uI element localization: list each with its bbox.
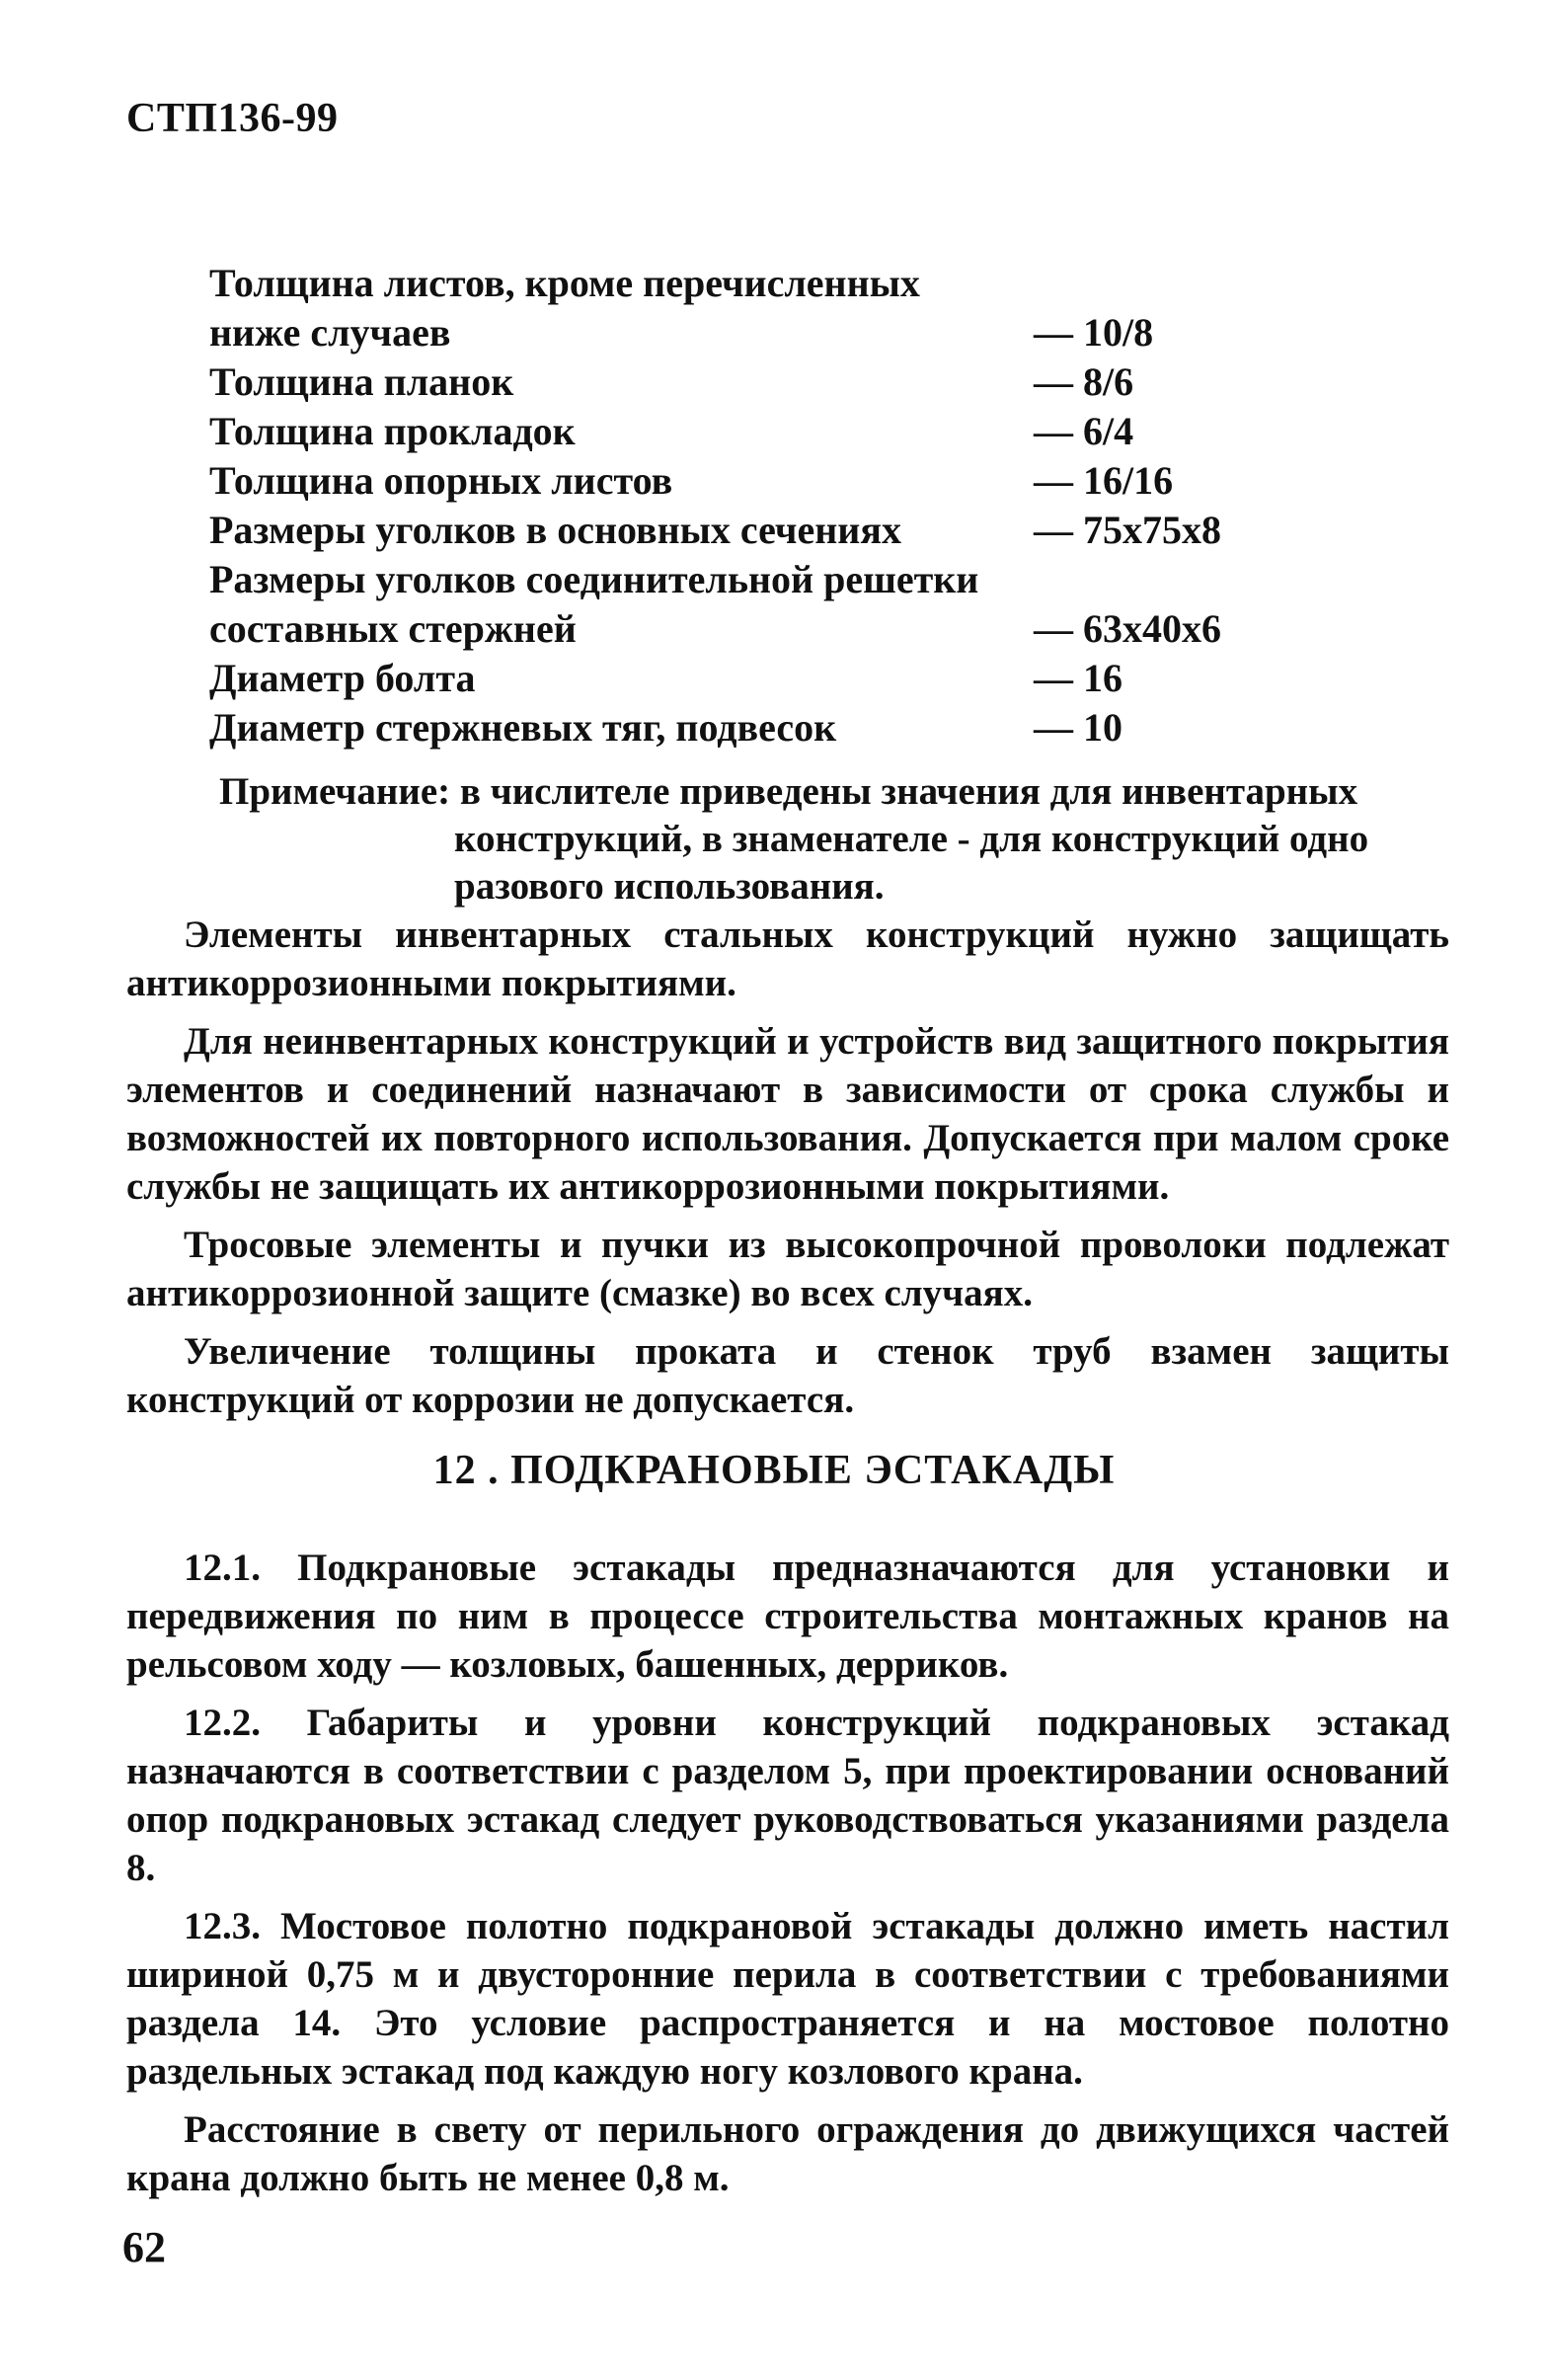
paragraph: Расстояние в свету от перильного ограждения до движущихся частей крана должно быть не менее 0,8 м. [126, 2108, 1449, 2199]
spec-row [209, 308, 1256, 357]
paragraph: 12.1. Подкрановые эстакады предназначаются для установки и передвижения по ним в процессе строительства монтажных кранов на рельсовом ходу — козловых, башенных, дерриков. [126, 1547, 1449, 1686]
spec-label: Размеры уголков в основных сечениях [209, 508, 901, 552]
doc-code-header: СТП136-99 [126, 96, 339, 141]
paragraph: 12.3. Мостовое полотно подкрановой эстакады должно иметь настил шириной 0,75 м и двусторонние перила в соответствии с требованиями раздела 14. Это условие распространяется и на мостовое полотно раздельных эстакад под каждую ногу козлового крана. [126, 1905, 1449, 2093]
body-text-bottom [126, 1544, 1449, 2212]
spec-label: Толщина листов, кроме перечисленных [209, 261, 920, 305]
page-number: 62 [122, 2223, 166, 2271]
spec-row [209, 654, 1256, 703]
spec-row [209, 506, 1256, 555]
spec-value: — 8/6 [1034, 359, 1134, 404]
spec-value: — 16/16 [1034, 458, 1174, 503]
note-line: конструкций, в знаменателе - для конструкций одно [454, 818, 1369, 860]
spec-label: Толщина опорных листов [209, 458, 673, 503]
spec-label: Диаметр стержневых тяг, подвесок [209, 705, 837, 750]
spec-label: Размеры уголков соединительной решетки [209, 557, 979, 601]
spec-value: — 10/8 [1034, 310, 1154, 355]
spec-row [209, 357, 1256, 407]
paragraph: 12.2. Габариты и уровни конструкций подкрановых эстакад назначаются в соответствии с разделом 5, при проектировании оснований опор подкрановых эстакад следует руководствоваться указаниями раздела 8. [126, 1702, 1449, 1889]
spec-value: — 75x75x8 [1034, 508, 1221, 552]
note-line: разового использования. [454, 865, 885, 908]
spec-value: — 63x40x6 [1034, 606, 1221, 651]
paragraph: Тросовые элементы и пучки из высокопрочной проволоки подлежат антикоррозионной защите (смазке) во всех случаях. [126, 1224, 1449, 1314]
spec-row [209, 703, 1256, 753]
note-block [219, 768, 1443, 911]
body-text-top [126, 911, 1449, 1434]
spec-row [209, 407, 1256, 456]
spec-value: — 16 [1034, 656, 1122, 700]
paragraph: Увеличение толщины проката и стенок труб взамен защиты конструкций от коррозии не допускается. [126, 1330, 1449, 1421]
section-heading: 12 . ПОДКРАНОВЫЕ ЭСТАКАДЫ [432, 1448, 1116, 1493]
paragraph: Элементы инвентарных стальных конструкций нужно защищать антикоррозионными покрытиями. [126, 913, 1449, 1004]
spec-row [209, 456, 1256, 506]
note-heading: Примечание: в числителе приведены значения для инвентарных [219, 770, 1358, 813]
spec-row [209, 555, 1256, 604]
spec-label: Толщина прокладок [209, 409, 576, 453]
spec-value: — 6/4 [1034, 409, 1134, 453]
spec-label: составных стержней [209, 606, 577, 651]
spec-label: Диаметр болта [209, 656, 476, 700]
spec-row [209, 604, 1256, 654]
spec-value: — 10 [1034, 705, 1122, 750]
spec-row [209, 259, 1256, 308]
spec-label: Толщина планок [209, 359, 514, 404]
spec-label: ниже случаев [209, 310, 451, 355]
spec-list [209, 259, 1256, 753]
paragraph: Для неинвентарных конструкций и устройств вид защитного покрытия элементов и соединений назначают в зависимости от срока службы и возможностей их повторного использования. Допускается при малом сроке службы не защищать их антикоррозионными покрытиями. [126, 1020, 1449, 1208]
